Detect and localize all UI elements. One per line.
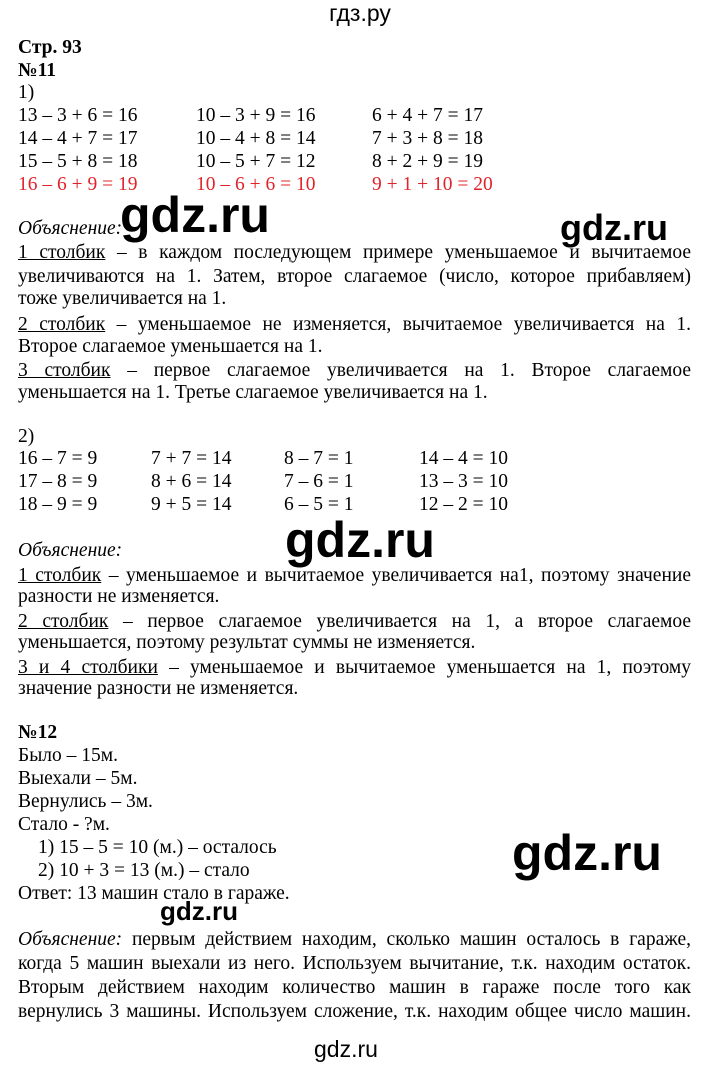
equation: 8 + 6 = 14 (151, 471, 232, 492)
part2-label: 2) (18, 426, 35, 447)
equation: 10 – 5 + 7 = 12 (196, 151, 316, 172)
answer-equation: 9 + 1 + 10 = 20 (372, 174, 493, 195)
equation: 14 – 4 = 10 (419, 448, 508, 469)
explanation-line: Вторым действием находим количество машин в гараже после того как (18, 977, 691, 998)
equation: 15 – 5 + 8 = 18 (18, 151, 138, 172)
equation: 13 – 3 + 6 = 16 (18, 105, 138, 126)
explanation-line: тоже увеличивается на 1. (18, 288, 227, 309)
explanation-line (18, 358, 691, 383)
explanation-text: – уменьшаемое и вычитаемое увеличивается на1, поэтому значение (101, 565, 691, 586)
explanation-line (18, 609, 691, 634)
equation: 13 – 3 = 10 (419, 471, 508, 492)
site-header: гдз.ру (329, 0, 391, 26)
equation: 7 – 6 = 1 (284, 471, 354, 492)
equation: 7 + 3 + 8 = 18 (372, 128, 483, 149)
task11-number: №11 (18, 60, 57, 81)
column-label: 1 столбик (18, 565, 102, 586)
equation: 12 – 2 = 10 (419, 494, 508, 515)
watermark: gdz.ru (160, 896, 238, 926)
column-label: 2 столбик (18, 611, 109, 632)
explanation-label: Объяснение: (18, 929, 123, 950)
explanation-line: значение разности не изменяется. (18, 678, 299, 699)
explanation-text: – в каждом последующем примере уменьшаемое и вычитаемое (105, 242, 691, 263)
task12-number: №12 (18, 722, 58, 743)
explanation-line: Второе слагаемое уменьшается на 1. (18, 336, 323, 357)
column-label: 3 и 4 столбики (18, 657, 158, 678)
given-line: Стало - ?м. (18, 814, 110, 835)
answer-line: Ответ: 13 машин стало в гараже. (18, 883, 290, 904)
given-line: Вернулись – 3м. (18, 791, 153, 812)
column-label: 1 столбик (18, 242, 106, 263)
equation: 16 – 7 = 9 (18, 448, 98, 469)
given-line: Выехали – 5м. (18, 768, 138, 789)
equation: 9 + 5 = 14 (151, 494, 232, 515)
page-label: Стр. 93 (18, 37, 82, 58)
watermark: gdz.ru (512, 825, 662, 881)
explanation-line: вернулись 3 машины. Используем сложение, т.к. находим общее число машин. (18, 1001, 691, 1022)
watermark: gdz.ru (314, 1036, 378, 1062)
answer-equation: 10 – 6 + 6 = 10 (196, 174, 316, 195)
equation: 10 – 3 + 9 = 16 (196, 105, 316, 126)
equation: 10 – 4 + 8 = 14 (196, 128, 316, 149)
given-line: Было – 15м. (18, 745, 118, 766)
explanation-line (18, 312, 691, 337)
explanation-line (18, 927, 691, 952)
explanation-line: уменьшается на 1. Третье слагаемое увеличивается на 1. (18, 382, 488, 403)
explanation-text: – первое слагаемое увеличивается на 1, а второе слагаемое (108, 611, 691, 632)
equation: 17 – 8 = 9 (18, 471, 98, 492)
column-label: 3 столбик (18, 360, 111, 381)
explanation-text: – уменьшаемое не изменяется, вычитаемое увеличивается на 1. (105, 314, 691, 335)
explanation-line: увеличиваются на 1. Затем, второе слагаемое (число, которое прибавляем) (18, 266, 691, 287)
explanation-label: Объяснение: (18, 218, 123, 239)
explanation-line: разности не изменяется. (18, 586, 220, 607)
explanation-label: Объяснение: (18, 540, 123, 561)
answer-equation: 16 – 6 + 9 = 19 (18, 174, 138, 195)
equation: 14 – 4 + 7 = 17 (18, 128, 138, 149)
watermark: gdz.ru (285, 512, 435, 568)
explanation-text: первым действием находим, сколько машин осталось в гараже, (122, 929, 691, 950)
explanation-text: – первое слагаемое увеличивается на 1. Второе слагаемое (110, 360, 691, 381)
solution-step: 1) 15 – 5 = 10 (м.) – осталось (38, 837, 277, 858)
equation: 6 – 5 = 1 (284, 494, 354, 515)
column-label: 2 столбик (18, 314, 106, 335)
explanation-line: когда 5 машин выехали из него. Используем вычитание, т.к. находим остаток. (18, 953, 691, 974)
equation: 6 + 4 + 7 = 17 (372, 105, 483, 126)
part1-label: 1) (18, 82, 35, 103)
explanation-line: уменьшается, поэтому результат суммы не изменяется. (18, 632, 476, 653)
equation: 18 – 9 = 9 (18, 494, 98, 515)
explanation-text: – уменьшаемое и вычитаемое уменьшается на 1, поэтому (157, 657, 691, 678)
equation: 8 – 7 = 1 (284, 448, 354, 469)
watermark: gdz.ru (560, 207, 668, 248)
equation: 7 + 7 = 14 (151, 448, 232, 469)
explanation-line (18, 655, 691, 680)
equation: 8 + 2 + 9 = 19 (372, 151, 483, 172)
watermark: gdz.ru (120, 187, 270, 243)
solution-step: 2) 10 + 3 = 13 (м.) – стало (38, 860, 250, 881)
